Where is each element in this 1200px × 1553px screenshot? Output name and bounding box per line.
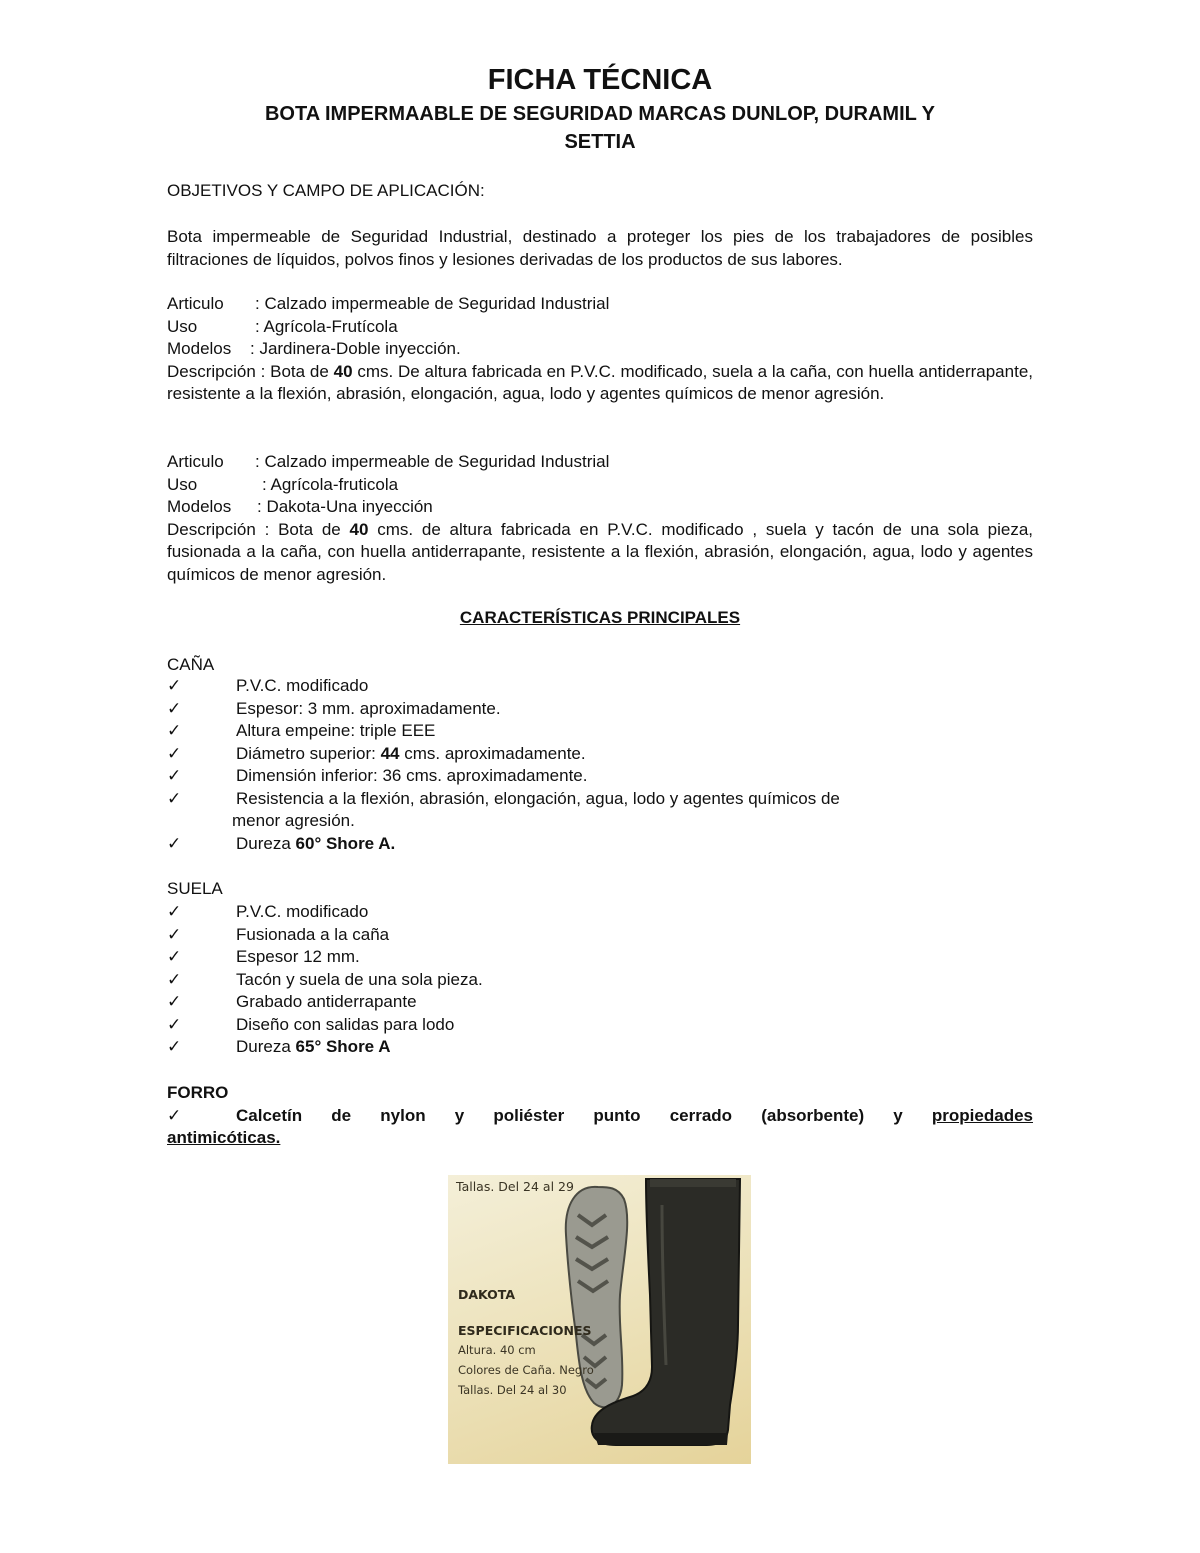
producto-2-descripcion <box>167 519 1033 587</box>
producto-1-descripcion <box>167 361 1033 406</box>
uso-value: : Agrícola-Frutícola <box>255 316 398 336</box>
uso-value: : Agrícola-fruticola <box>262 474 399 494</box>
item-bold: 44 <box>380 743 400 763</box>
check-icon: ✓ <box>167 924 182 944</box>
check-icon: ✓ <box>167 992 182 1011</box>
check-icon: ✓ <box>167 721 182 740</box>
producto-2-articulo <box>167 451 1033 474</box>
list-item <box>167 901 1033 924</box>
descripcion-bold: 40 <box>349 519 369 539</box>
forro-text <box>167 1105 1033 1128</box>
item-text: P.V.C. modificado <box>236 902 369 921</box>
modelos-label: Modelos <box>167 339 232 358</box>
photo-specs-heading: ESPECIFICACIONES <box>458 1323 592 1338</box>
check-icon: ✓ <box>167 1037 182 1056</box>
forro-text-plain: Calcetín de nylon y poliéster punto cerrado (absorbente) y <box>236 1106 932 1125</box>
list-item <box>167 1014 1033 1037</box>
item-text: Espesor: 3 mm. aproximadamente. <box>236 698 501 718</box>
document-subtitle <box>0 100 1200 156</box>
producto-1-uso <box>167 316 1033 339</box>
objetivos-heading: OBJETIVOS Y CAMPO DE APLICACIÓN: <box>167 181 485 200</box>
descripcion-post: cms. de altura fabricada en P.V.C. modificado , suela y tacón de una sola pieza, fusionada a la caña, con huella antiderrapante, resistente a la flexión, abrasión, elongación, agua, lodo y agentes químicos de menor agresión. <box>167 519 1033 584</box>
check-icon: ✓ <box>167 698 182 718</box>
forro-text-line2: antimicóticas. <box>167 1128 281 1147</box>
descripcion-post: cms. De altura fabricada en P.V.C. modificado, suela a la caña, con huella antiderrapante, resistente a la flexión, abrasión, elongación, agua, lodo y agentes químicos de menor agresión. <box>167 361 1033 403</box>
photo-altura: Altura. 40 cm <box>458 1343 536 1357</box>
list-item <box>167 946 1033 969</box>
item-text: Diseño con salidas para lodo <box>236 1014 455 1034</box>
descripcion-pre: : Bota de <box>264 519 350 539</box>
check-icon: ✓ <box>167 1014 182 1034</box>
check-icon: ✓ <box>167 902 182 921</box>
item-text-continued: menor agresión. <box>232 811 355 830</box>
photo-colores: Colores de Caña. Negro <box>458 1363 594 1377</box>
product-photo <box>448 1175 751 1464</box>
list-item <box>167 788 1033 833</box>
producto-2-specs <box>167 451 1033 586</box>
list-item <box>167 720 1033 743</box>
forro-text-underlined: propiedades <box>931 1106 1033 1125</box>
list-item <box>167 1036 1033 1059</box>
item-text: Altura empeine: triple EEE <box>236 721 436 740</box>
articulo-value: : Calzado impermeable de Seguridad Industrial <box>255 294 610 313</box>
uso-label: Uso <box>167 474 198 494</box>
check-icon: ✓ <box>167 969 182 989</box>
item-text: Espesor 12 mm. <box>236 947 360 966</box>
item-text: P.V.C. modificado <box>236 676 369 695</box>
articulo-label: Articulo <box>167 294 224 313</box>
forro-title: FORRO <box>167 1083 229 1102</box>
producto-2-modelos <box>167 496 1033 519</box>
item-text: cms. aproximadamente. <box>399 743 586 763</box>
item-text: Dureza <box>236 833 296 853</box>
check-icon: ✓ <box>167 833 182 853</box>
subtitle-line-2: SETTIA <box>564 131 636 153</box>
suela-list <box>167 901 1033 1059</box>
list-item <box>167 991 1033 1014</box>
item-bold: 65° Shore A <box>295 1037 391 1056</box>
document-title: FICHA TÉCNICA <box>487 64 713 96</box>
list-item <box>167 675 1033 698</box>
photo-model: DAKOTA <box>458 1287 516 1302</box>
item-text: Fusionada a la caña <box>236 924 390 944</box>
descripcion-bold: 40 <box>333 361 353 381</box>
item-bold: 60° Shore A. <box>295 833 396 853</box>
photo-tallas: Tallas. Del 24 al 30 <box>458 1383 567 1397</box>
caracteristicas-heading: CARACTERÍSTICAS PRINCIPALES <box>459 608 741 627</box>
list-item <box>167 833 1033 856</box>
descripcion-pre: : Bota de <box>260 361 334 381</box>
descripcion-label: Descripción <box>167 519 256 539</box>
item-text: Dimensión inferior: 36 cms. aproximadamente. <box>236 766 588 785</box>
item-text: Grabado antiderrapante <box>236 992 417 1011</box>
producto-1-modelos <box>167 338 1033 361</box>
check-icon: ✓ <box>167 947 182 966</box>
boot-illustration <box>448 1175 751 1464</box>
check-icon: ✓ <box>167 676 182 695</box>
descripcion-label: Descripción <box>167 361 256 381</box>
modelos-value: : Dakota-Una inyección <box>257 497 433 516</box>
item-text: Diámetro superior: <box>236 743 381 763</box>
list-item <box>167 743 1033 766</box>
articulo-label: Articulo <box>167 452 224 471</box>
check-icon: ✓ <box>167 788 182 808</box>
articulo-value: : Calzado impermeable de Seguridad Industrial <box>255 452 610 471</box>
list-item <box>167 765 1033 788</box>
objetivos-body: Bota impermeable de Seguridad Industrial, destinado a proteger los pies de los trabajadores de posibles filtraciones de líquidos, polvos finos y lesiones derivadas de los productos de sus labores. <box>167 227 1033 269</box>
cana-list <box>167 675 1033 855</box>
subtitle-line-1: BOTA IMPERMAABLE DE SEGURIDAD MARCAS DUNLOP, DURAMIL Y <box>264 103 936 125</box>
check-icon: ✓ <box>167 766 182 785</box>
check-icon: ✓ <box>167 743 182 763</box>
list-item <box>167 924 1033 947</box>
producto-2-uso <box>167 474 1033 497</box>
item-text: Resistencia a la flexión, abrasión, elongación, agua, lodo y agentes químicos de <box>236 788 840 808</box>
suela-title: SUELA <box>167 879 223 898</box>
photo-tallas-top: Tallas. Del 24 al 29 <box>456 1179 574 1194</box>
modelos-value: : Jardinera-Doble inyección. <box>250 339 461 358</box>
cana-title: CAÑA <box>167 655 215 674</box>
producto-1-specs <box>167 293 1033 406</box>
list-item <box>167 969 1033 992</box>
item-text: Tacón y suela de una sola pieza. <box>236 969 483 989</box>
producto-1-articulo <box>167 293 1033 316</box>
modelos-label: Modelos <box>167 497 232 516</box>
check-icon: ✓ <box>167 1106 182 1125</box>
item-text: Dureza <box>236 1037 296 1056</box>
list-item <box>167 698 1033 721</box>
uso-label: Uso <box>167 316 198 336</box>
